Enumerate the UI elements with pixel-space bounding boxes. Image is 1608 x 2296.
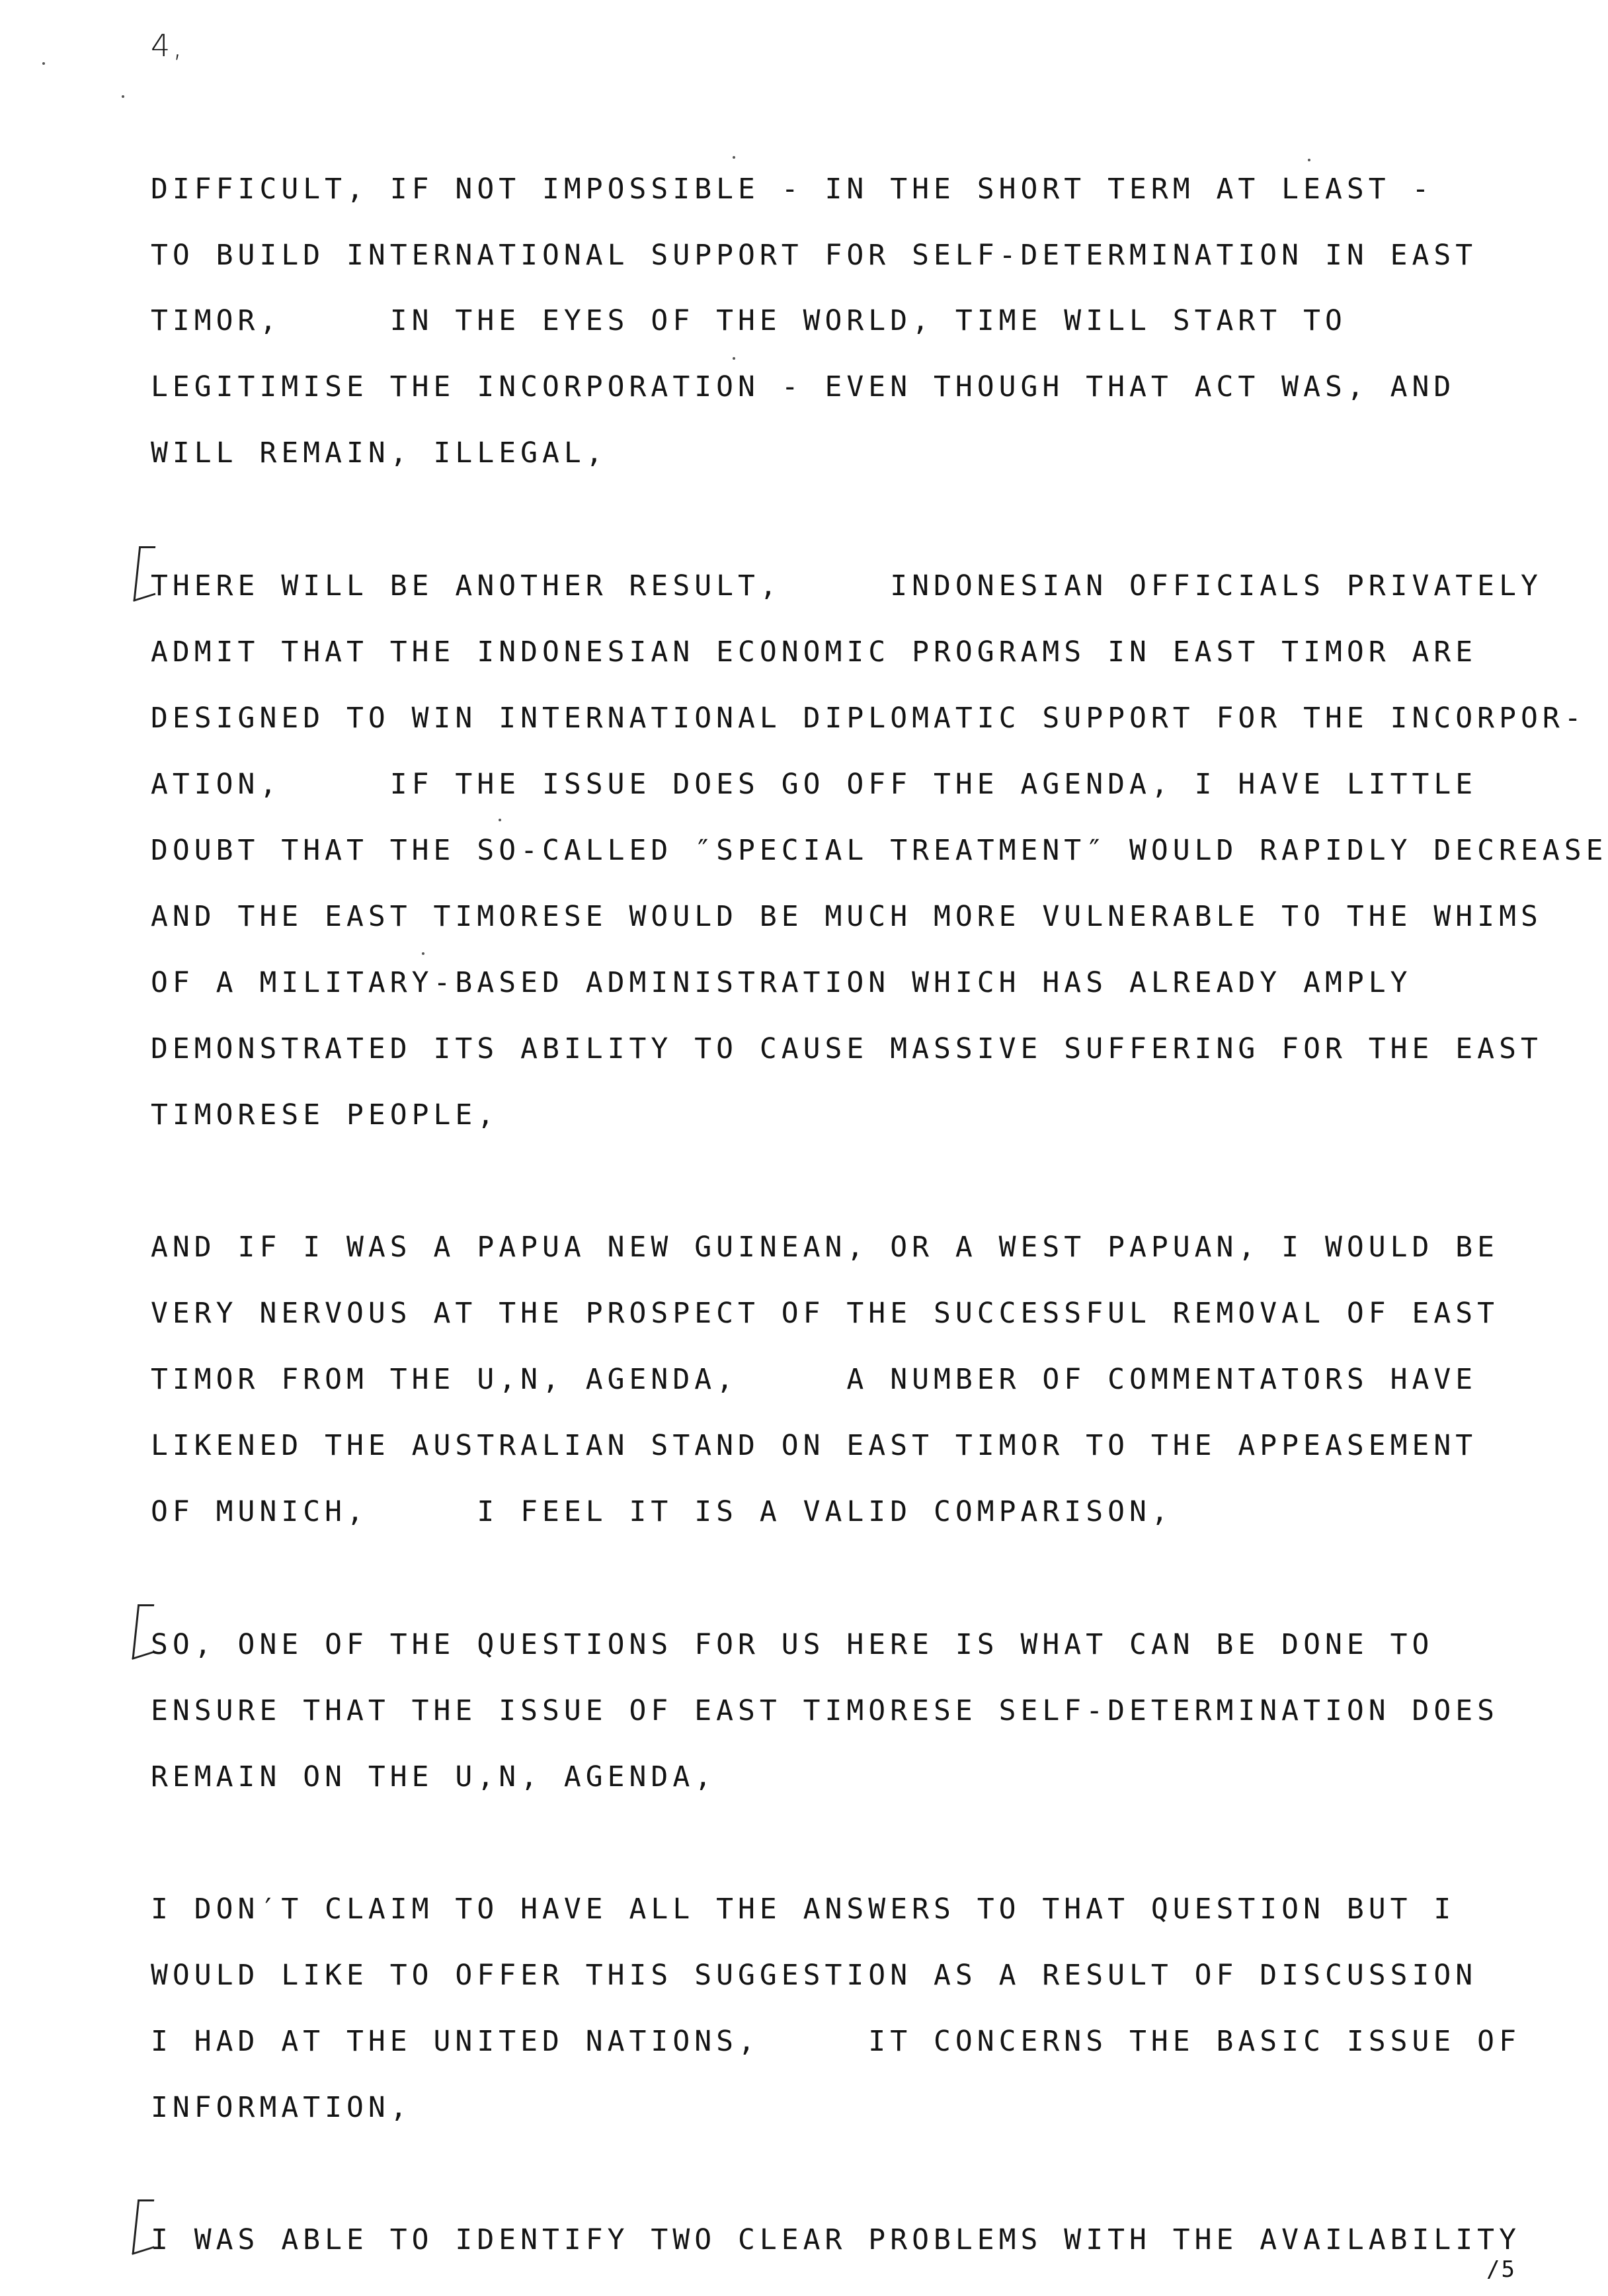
paragraph-1-line-1: DIFFICULT, IF NOT IMPOSSIBLE - IN THE SHORT TERM AT LEAST - — [151, 173, 1434, 206]
paragraph-2-line-9: TIMORESE PEOPLE, — [151, 1098, 499, 1131]
paragraph-3-line-3: TIMOR FROM THE U,N, AGENDA, A NUMBER OF COMMENTATORS HAVE — [151, 1363, 1478, 1396]
paragraph-2-line-8: DEMONSTRATED ITS ABILITY TO CAUSE MASSIVE SUFFERING FOR THE EAST — [151, 1032, 1543, 1065]
paragraph-3-line-2: VERY NERVOUS AT THE PROSPECT OF THE SUCCESSFUL REMOVAL OF EAST — [151, 1297, 1500, 1330]
paragraph-5-line-1: I DON′T CLAIM TO HAVE ALL THE ANSWERS TO THAT QUESTION BUT I — [151, 1893, 1456, 1926]
paragraph-2-line-1: THERE WILL BE ANOTHER RESULT, INDONESIAN OFFICIALS PRIVATELY — [151, 569, 1543, 602]
scan-speck — [122, 95, 124, 98]
paragraph-4-line-2: ENSURE THAT THE ISSUE OF EAST TIMORESE SELF-DETERMINATION DOES — [151, 1694, 1500, 1727]
paragraph-3-line-1: AND IF I WAS A PAPUA NEW GUINEAN, OR A WEST PAPUAN, I WOULD BE — [151, 1231, 1500, 1264]
paragraph-4-line-1: SO, ONE OF THE QUESTIONS FOR US HERE IS WHAT CAN BE DONE TO — [151, 1628, 1434, 1661]
scan-speck — [42, 62, 45, 65]
page-number: 4, — [151, 28, 185, 63]
paragraph-3-line-5: OF MUNICH, I FEEL IT IS A VALID COMPARISON, — [151, 1495, 1173, 1528]
paragraph-5-line-2: WOULD LIKE TO OFFER THIS SUGGESTION AS A RESULT OF DISCUSSION — [151, 1959, 1478, 1992]
continuation-mark: /5 — [1486, 2256, 1516, 2283]
paragraph-2-line-7: OF A MILITARY-BASED ADMINISTRATION WHICH HAS ALREADY AMPLY — [151, 966, 1412, 999]
paragraph-3-line-4: LIKENED THE AUSTRALIAN STAND ON EAST TIMOR TO THE APPEASEMENT — [151, 1429, 1478, 1462]
paragraph-5-line-4: INFORMATION, — [151, 2091, 412, 2124]
paragraph-2-line-3: DESIGNED TO WIN INTERNATIONAL DIPLOMATIC SUPPORT FOR THE INCORPOR- — [151, 702, 1586, 735]
paragraph-1-line-5: WILL REMAIN, ILLEGAL, — [151, 436, 608, 470]
paragraph-4-line-3: REMAIN ON THE U,N, AGENDA, — [151, 1760, 717, 1793]
scan-speck — [499, 819, 501, 821]
paragraph-5-line-3: I HAD AT THE UNITED NATIONS, IT CONCERNS THE BASIC ISSUE OF — [151, 2025, 1521, 2058]
paragraph-1-line-3: TIMOR, IN THE EYES OF THE WORLD, TIME WILL START TO — [151, 304, 1347, 337]
scan-speck — [1308, 159, 1310, 161]
paragraph-2-line-4: ATION, IF THE ISSUE DOES GO OFF THE AGENDA, I HAVE LITTLE — [151, 768, 1478, 801]
scan-speck — [733, 156, 735, 159]
paragraph-2-line-6: AND THE EAST TIMORESE WOULD BE MUCH MORE VULNERABLE TO THE WHIMS — [151, 900, 1543, 933]
paragraph-1-line-4: LEGITIMISE THE INCORPORATION - EVEN THOUGH THAT ACT WAS, AND — [151, 370, 1456, 403]
scan-speck — [422, 952, 424, 955]
paragraph-6-line-1: I WAS ABLE TO IDENTIFY TWO CLEAR PROBLEMS WITH THE AVAILABILITY — [151, 2223, 1521, 2256]
paragraph-1-line-2: TO BUILD INTERNATIONAL SUPPORT FOR SELF-DETERMINATION IN EAST — [151, 239, 1478, 272]
paragraph-2-line-5: DOUBT THAT THE SO-CALLED ″SPECIAL TREATMENT″ WOULD RAPIDLY DECREASE — [151, 834, 1608, 867]
paragraph-2-line-2: ADMIT THAT THE INDONESIAN ECONOMIC PROGRAMS IN EAST TIMOR ARE — [151, 636, 1478, 669]
scan-speck — [733, 357, 735, 360]
